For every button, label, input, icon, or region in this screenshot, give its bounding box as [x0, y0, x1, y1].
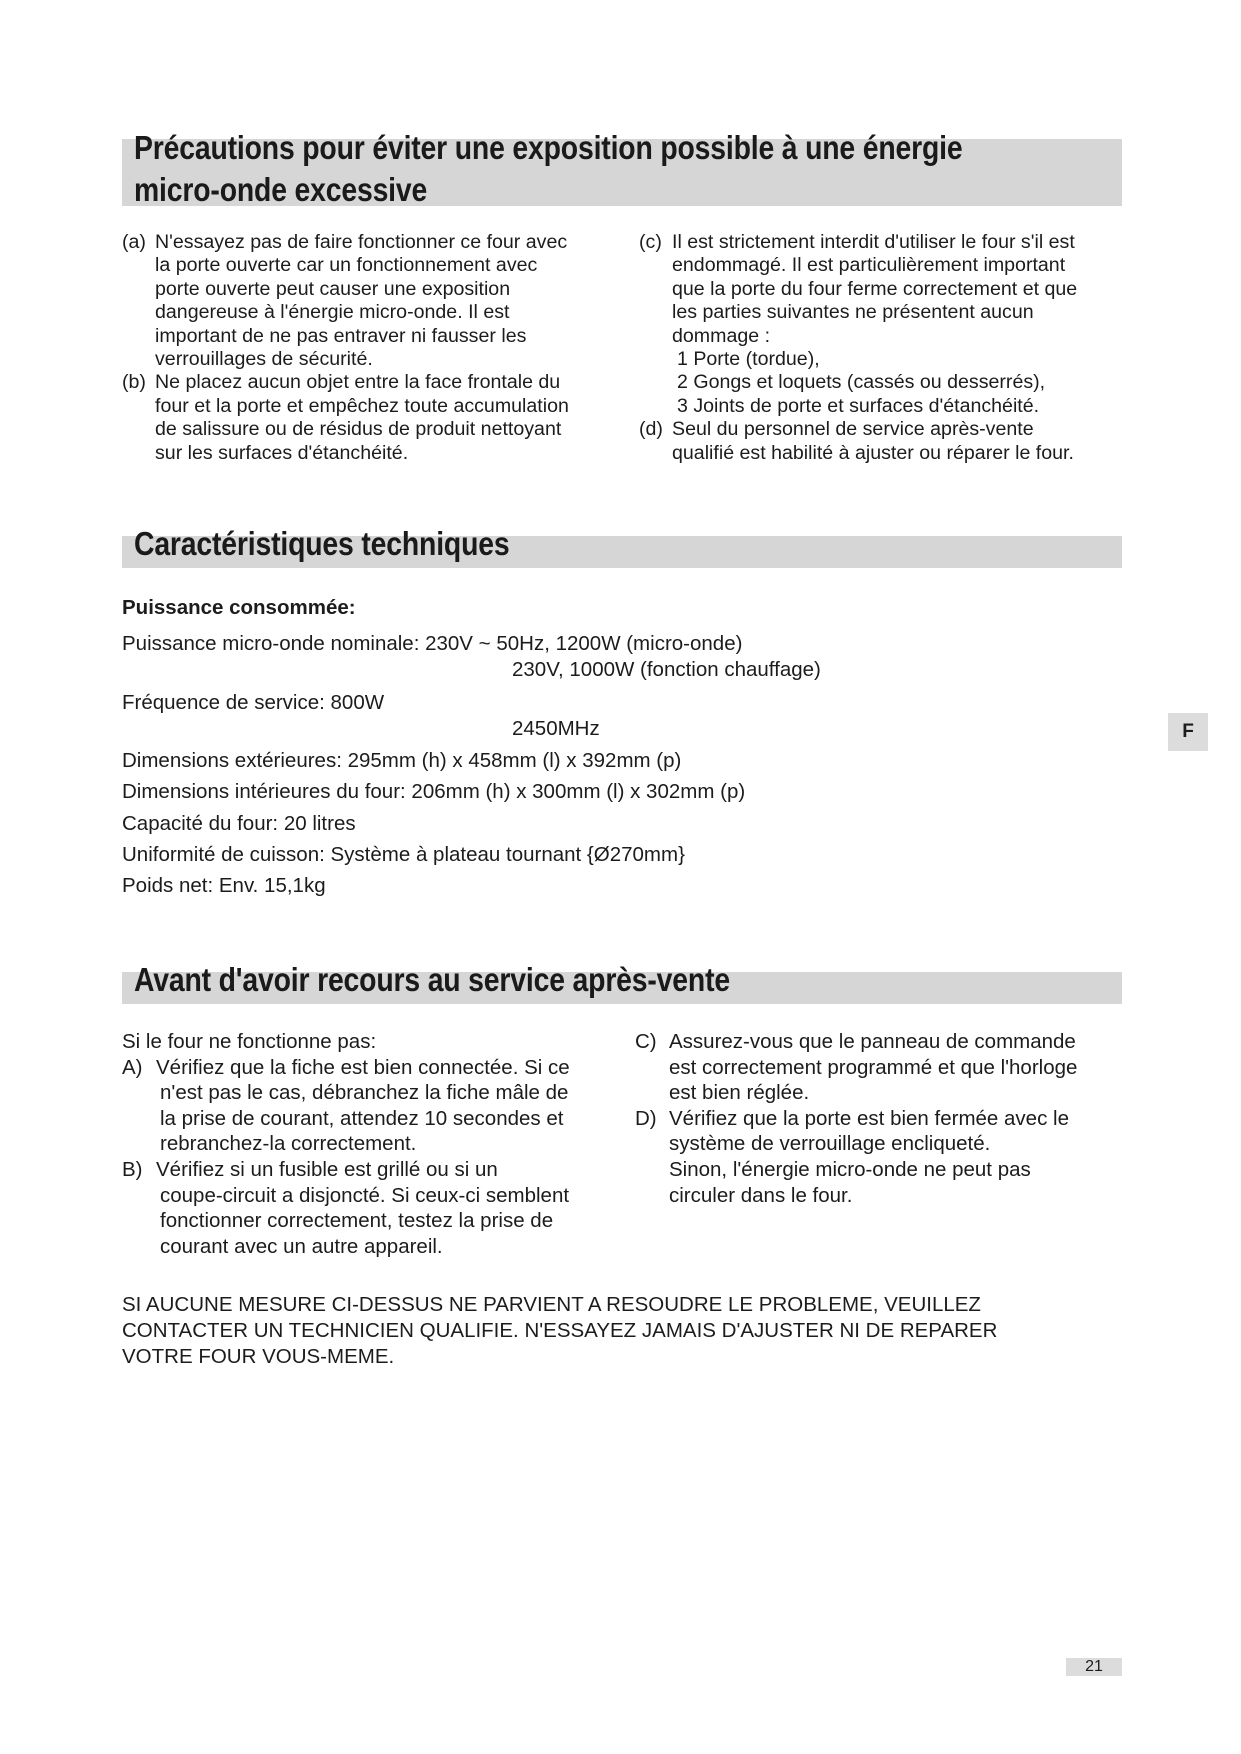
text-line: Assurez-vous que le panneau de commande	[669, 1030, 1076, 1053]
spec-row-continued: 2450MHz	[512, 717, 600, 740]
text-line: endommagé. Il est particulièrement important	[672, 254, 1066, 277]
spec-row: Uniformité de cuisson: Système à plateau tournant {Ø270mm}	[122, 843, 685, 866]
service-left-column	[122, 1029, 622, 1259]
service-intro: Si le four ne fonctionne pas:	[122, 1030, 377, 1053]
specs-subtitle: Puissance consommée:	[122, 596, 356, 619]
text-line: Il est strictement interdit d'utiliser le four s'il est	[672, 231, 1075, 253]
text-line: dangereuse à l'énergie micro-onde. Il est	[155, 301, 510, 324]
text-line: dommage :	[672, 324, 771, 347]
item-label: D)	[635, 1106, 657, 1130]
language-tab: F	[1168, 713, 1208, 751]
text-line: de salissure ou de résidus de produit nettoyant	[155, 418, 562, 441]
precaution-item-c	[639, 231, 1134, 418]
text-line: four et la porte et empêchez toute accumulation	[155, 394, 569, 417]
text-line: coupe-circuit a disjoncté. Si ceux-ci semblent	[160, 1183, 570, 1207]
spec-row: Fréquence de service: 800W	[122, 691, 385, 714]
text-line: verrouillages de sécurité.	[155, 348, 373, 371]
precautions-left-column	[122, 231, 632, 465]
text-line: Vérifiez que la porte est bien fermée avec le	[669, 1106, 1069, 1130]
item-label: (d)	[639, 418, 663, 441]
text-line: sur les surfaces d'étanchéité.	[155, 441, 409, 464]
item-label: A)	[122, 1055, 143, 1079]
text-line: Ne placez aucun objet entre la face frontale du	[155, 371, 561, 394]
spec-row: Dimensions intérieures du four: 206mm (h) x 300mm (l) x 302mm (p)	[122, 780, 746, 803]
item-label: (c)	[639, 231, 662, 253]
text-line: qualifié est habilité à ajuster ou réparer le four.	[672, 441, 1074, 464]
spec-row: Poids net: Env. 15,1kg	[122, 874, 326, 897]
service-item-c	[635, 1029, 1125, 1106]
sub-item: 1 Porte (tordue),	[677, 348, 820, 371]
service-item-a	[122, 1055, 622, 1157]
service-item-d	[635, 1106, 1125, 1208]
precaution-item-d	[639, 418, 1134, 465]
text-line: que la porte du four ferme correctement et que	[672, 277, 1078, 300]
warning-line: VOTRE FOUR VOUS-MEME.	[122, 1344, 395, 1368]
item-label: (a)	[122, 231, 146, 253]
text-line: Seul du personnel de service après-vente	[672, 418, 1034, 441]
text-line: courant avec un autre appareil.	[160, 1234, 443, 1258]
item-label: C)	[635, 1030, 657, 1053]
spec-row: Dimensions extérieures: 295mm (h) x 458mm (l) x 392mm (p)	[122, 749, 682, 772]
spec-row-continued: 230V, 1000W (fonction chauffage)	[512, 658, 821, 681]
section-title-specs: Caractéristiques techniques	[134, 525, 510, 562]
page-number: 21	[1066, 1658, 1122, 1676]
sub-item: 2 Gongs et loquets (cassés ou desserrés),	[677, 371, 1046, 394]
precaution-item-a	[122, 231, 632, 371]
text-line: Vérifiez si un fusible est grillé ou si un	[156, 1157, 498, 1181]
text-line: important de ne pas entraver ni fausser les	[155, 324, 527, 347]
item-label: (b)	[122, 371, 146, 394]
text-line: porte ouverte peut causer une exposition	[155, 277, 511, 300]
warning-line: SI AUCUNE MESURE CI-DESSUS NE PARVIENT A RESOUDRE LE PROBLEME, VEUILLEZ	[122, 1293, 981, 1316]
text-line: est correctement programmé et que l'horloge	[669, 1055, 1078, 1079]
service-item-b	[122, 1157, 622, 1259]
precaution-item-b	[122, 371, 632, 465]
text-line: rebranchez-la correctement.	[160, 1132, 417, 1156]
text-line: Sinon, l'énergie micro-onde ne peut pas	[669, 1157, 1031, 1181]
service-right-column	[635, 1029, 1125, 1208]
text-line: circuler dans le four.	[669, 1183, 853, 1207]
precautions-right-column	[639, 231, 1134, 465]
spec-row: Capacité du four: 20 litres	[122, 812, 356, 835]
section-title-service: Avant d'avoir recours au service après-vente	[134, 961, 730, 998]
service-warning	[122, 1292, 1102, 1369]
text-line: les parties suivantes ne présentent aucun	[672, 301, 1034, 324]
spec-row: Puissance micro-onde nominale: 230V ~ 50Hz, 1200W (micro-onde)	[122, 632, 743, 655]
section-title-precautions-line2: micro-onde excessive	[134, 171, 428, 208]
text-line: la porte ouverte car un fonctionnement avec	[155, 254, 538, 277]
sub-item: 3 Joints de porte et surfaces d'étanchéité.	[677, 394, 1040, 417]
text-line: système de verrouillage encliqueté.	[669, 1132, 991, 1156]
text-line: n'est pas le cas, débranchez la fiche mâle de	[160, 1081, 569, 1105]
text-line: N'essayez pas de faire fonctionner ce four avec	[155, 231, 568, 253]
text-line: Vérifiez que la fiche est bien connectée. Si ce	[156, 1055, 570, 1079]
text-line: est bien réglée.	[669, 1081, 810, 1105]
text-line: la prise de courant, attendez 10 secondes et	[160, 1106, 564, 1130]
section-title-precautions-line1: Précautions pour éviter une exposition possible à une énergie	[134, 129, 963, 166]
item-label: B)	[122, 1157, 143, 1181]
warning-line: CONTACTER UN TECHNICIEN QUALIFIE. N'ESSAYEZ JAMAIS D'AJUSTER NI DE REPARER	[122, 1318, 998, 1342]
text-line: fonctionner correctement, testez la prise de	[160, 1209, 554, 1233]
